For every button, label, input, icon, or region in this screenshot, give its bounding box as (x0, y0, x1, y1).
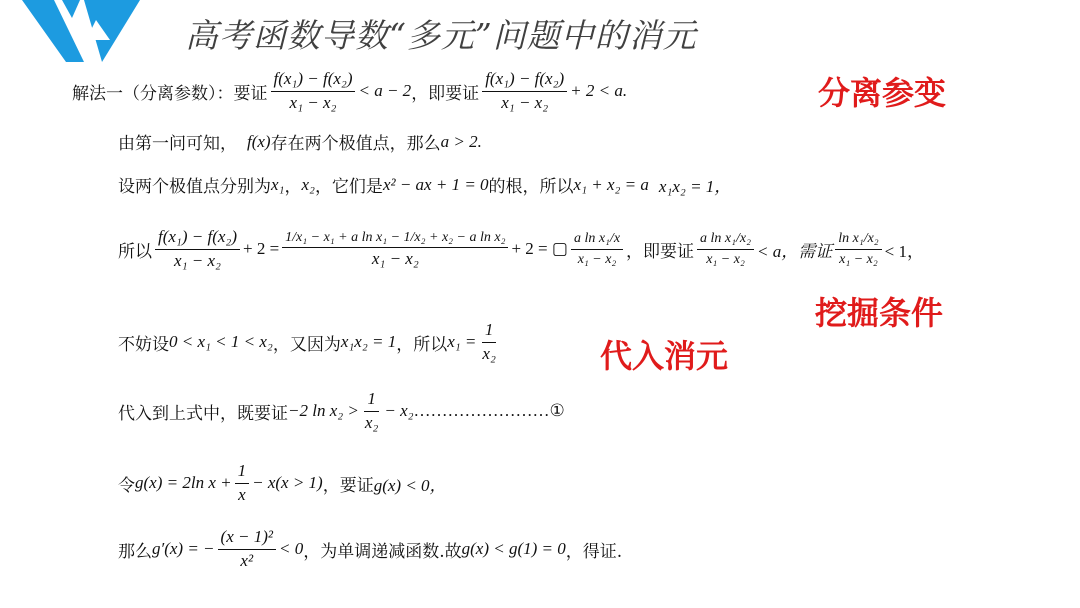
math: x₁ + x₂ = a (573, 174, 649, 194)
math: < 1， (884, 241, 925, 261)
text: ，为单调递减函数.故 (303, 541, 462, 562)
fraction (362, 390, 381, 432)
denominator: x₂ (482, 343, 496, 363)
math: − x(x > 1) (252, 473, 323, 493)
fraction (271, 70, 356, 112)
text: 不妨设 (118, 334, 169, 355)
math: x₁ = (447, 332, 477, 352)
annotation-mine: 挖掘条件 (815, 294, 944, 332)
math: + 2 = ▢ (511, 239, 568, 259)
math: − x₂ (384, 401, 414, 421)
math: x₁ (271, 174, 285, 194)
text: 设两个极值点分别为 (118, 177, 271, 197)
line-6 (118, 390, 565, 432)
connector-text: ，即要证 (411, 83, 480, 104)
line-7 (118, 462, 447, 504)
math: x₁x₂ = 1 (340, 332, 397, 352)
denominator: x₁ − x₂ (174, 250, 221, 270)
fraction (482, 70, 567, 112)
numerator: f(x₁) − f(x₂) (155, 228, 240, 250)
numerator: 1/x₁ − x₁ + a ln x₁ − 1/x₂ + x₂ − a ln x₂ (282, 230, 508, 248)
line-3 (118, 172, 731, 197)
line-1 (72, 70, 627, 112)
math: + 2 = (242, 239, 280, 259)
denominator: x₁ − x₂ (501, 92, 549, 112)
dotted-leader: ……………………① (413, 401, 565, 421)
text: 那么 (118, 541, 152, 562)
math: −2 ln x₂ > (288, 401, 359, 421)
text: 所以 (118, 241, 152, 262)
page-title: 高考函数导数“多元”问题中的消元 (185, 16, 697, 55)
line-1-prefix: 解法一（分离参数）：要证 (72, 83, 268, 104)
fraction (835, 231, 881, 267)
fraction (218, 528, 276, 570)
math: a > 2. (440, 131, 482, 151)
math: g′(x) = − (152, 539, 215, 559)
denominator: x₁ − x₂ (371, 249, 419, 269)
text: 代入到上式中，既要证 (118, 403, 288, 424)
numerator: f(x₁) − f(x₂) (271, 70, 356, 92)
text: ，所以 (396, 334, 448, 355)
numerator: a ln x₁/x (571, 231, 623, 249)
numerator: (x − 1)² (218, 528, 276, 550)
text: ，又因为 (272, 334, 341, 355)
denominator: x₁ − x₂ (706, 251, 745, 267)
logo (22, 0, 142, 62)
line-8 (118, 528, 622, 570)
fraction (282, 230, 508, 269)
line-4 (118, 228, 924, 270)
numerator: 1 (364, 390, 379, 412)
denominator: x² (240, 550, 254, 570)
denominator: x₁ − x₂ (839, 251, 878, 267)
line-5 (118, 321, 502, 363)
math: x₂ (301, 174, 315, 194)
denominator: x (238, 484, 246, 504)
math: g(x) < 0， (373, 475, 447, 495)
text: ，即要证 (626, 241, 695, 262)
numerator: f(x₁) − f(x₂) (482, 70, 567, 92)
denominator: x₂ (364, 412, 379, 432)
inequality: < a − 2 (358, 81, 412, 101)
denominator: x₁ − x₂ (289, 92, 337, 112)
math: 0 < x₁ < 1 < x₂ (169, 332, 273, 352)
numerator: ln x₁/x₂ (835, 231, 881, 249)
text: 的根，所以 (488, 177, 574, 197)
fraction (235, 462, 250, 504)
math: g(x) = 2ln x + (135, 473, 232, 493)
text: ， (284, 177, 302, 197)
math: g(x) < g(1) = 0 (461, 539, 566, 559)
inequality: + 2 < a. (570, 81, 628, 101)
annotation-separate: 分离参变 (818, 74, 947, 112)
fraction (697, 231, 754, 267)
math: < a，需证 (756, 241, 833, 261)
text: ，得证. (565, 541, 623, 562)
math: x₁x₂ = 1， (658, 177, 732, 196)
text: 令 (118, 475, 135, 496)
annotation-substitute: 代入消元 (600, 337, 729, 375)
denominator: x₁ − x₂ (577, 251, 617, 267)
fraction (571, 231, 623, 267)
numerator: 1 (482, 321, 497, 343)
math: f(x) (247, 131, 271, 151)
fraction (155, 228, 240, 270)
numerator: 1 (235, 462, 250, 484)
text: 存在两个极值点，那么 (270, 134, 441, 154)
text: ，要证 (322, 475, 374, 496)
text: 由第一问可知， (118, 134, 237, 154)
math: < 0 (278, 539, 304, 559)
fraction (479, 321, 498, 363)
line-2 (118, 129, 482, 154)
text: ，它们是 (314, 177, 383, 197)
numerator: a ln x₁/x₂ (697, 231, 754, 249)
math: x² − ax + 1 = 0 (382, 174, 489, 194)
